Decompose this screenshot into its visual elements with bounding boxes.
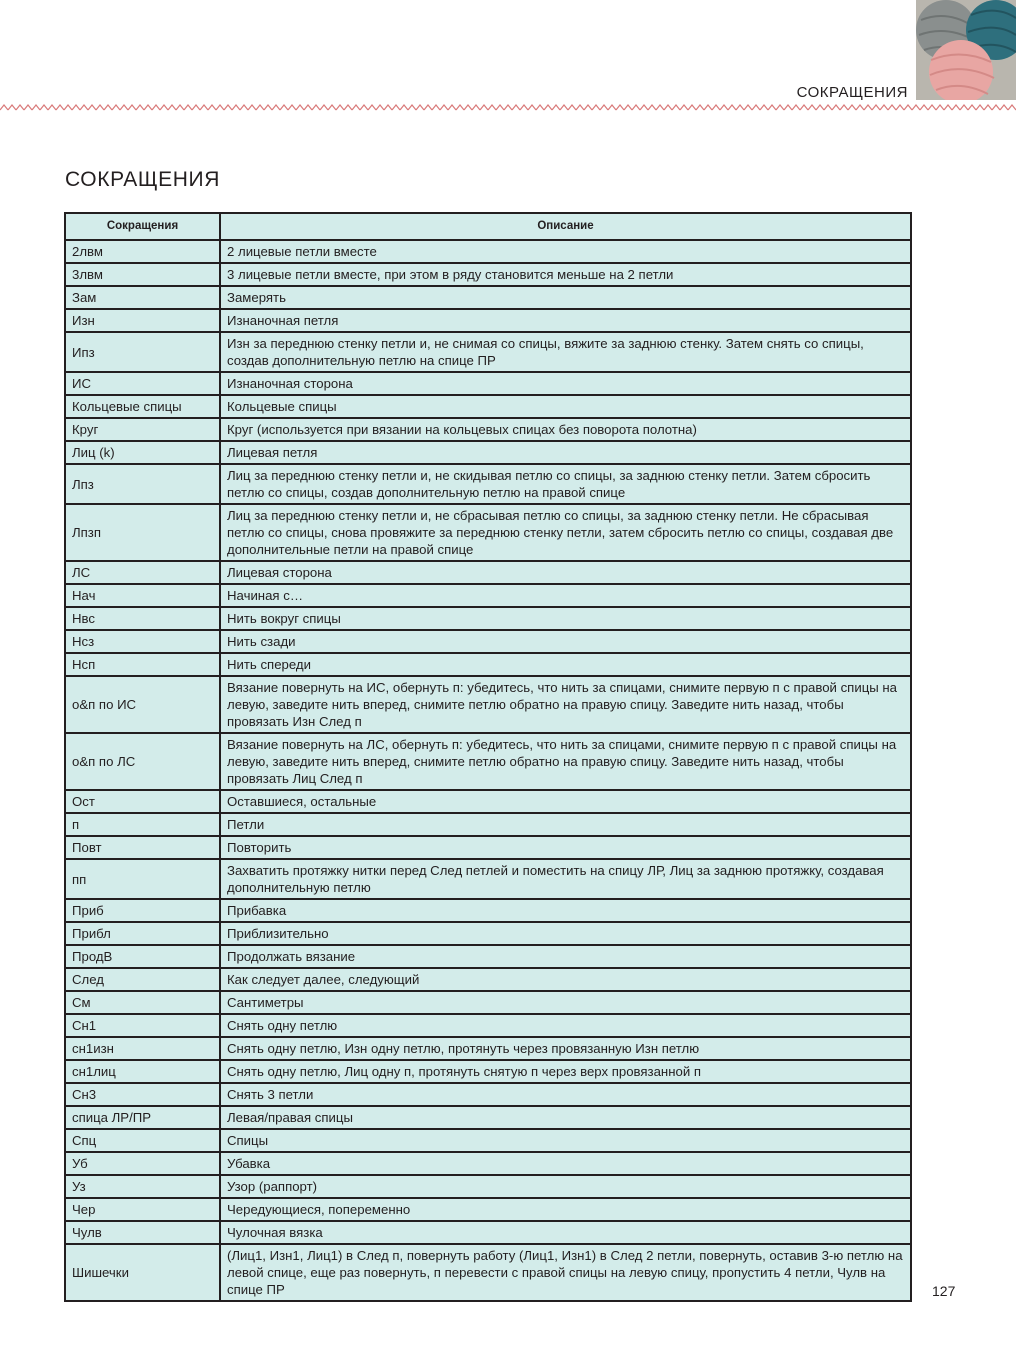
table-row bbox=[65, 240, 911, 263]
decorative-stitch-rule bbox=[0, 104, 1016, 111]
description-cell: Вязание повернуть на ИС, обернуть п: убедитесь, что нить за спицами, снимите первую п с правой спицы на левую, заведите нить вперед, снимите петлю обратно на правую спицу. Заведите нить назад, чтобы провязать Изн След п bbox=[220, 676, 911, 733]
abbreviation-cell: Прибл bbox=[65, 922, 220, 945]
table-row bbox=[65, 968, 911, 991]
description-cell: Петли bbox=[220, 813, 911, 836]
description-cell: Вязание повернуть на ЛС, обернуть п: убедитесь, что нить за спицами, снимите первую п с правой спицы на левую, заведите нить вперед, снимите петлю обратно на правую спицу. Заведите нить назад, чтобы провязать Лиц След п bbox=[220, 733, 911, 790]
column-header-description: Описание bbox=[220, 213, 911, 240]
abbreviation-cell: Нач bbox=[65, 584, 220, 607]
abbreviation-cell: спица ЛР/ПР bbox=[65, 1106, 220, 1129]
description-cell: Нить сзади bbox=[220, 630, 911, 653]
abbreviation-cell: пп bbox=[65, 859, 220, 899]
table-row bbox=[65, 1152, 911, 1175]
column-header-abbreviation: Сокращения bbox=[65, 213, 220, 240]
table-row bbox=[65, 1129, 911, 1152]
description-cell: Круг (используется при вязании на кольцевых спицах без поворота полотна) bbox=[220, 418, 911, 441]
abbreviation-cell: Сн1 bbox=[65, 1014, 220, 1037]
table-row bbox=[65, 1106, 911, 1129]
description-cell: Спицы bbox=[220, 1129, 911, 1152]
description-cell: Снять одну петлю, Изн одну петлю, протянуть через провязанную Изн петлю bbox=[220, 1037, 911, 1060]
description-cell: Как следует далее, следующий bbox=[220, 968, 911, 991]
table-body bbox=[65, 240, 911, 1301]
abbreviation-cell: Зам bbox=[65, 286, 220, 309]
table-row bbox=[65, 464, 911, 504]
description-cell: Убавка bbox=[220, 1152, 911, 1175]
table-row bbox=[65, 859, 911, 899]
description-cell: Кольцевые спицы bbox=[220, 395, 911, 418]
abbreviation-cell: Спц bbox=[65, 1129, 220, 1152]
description-cell: Узор (раппорт) bbox=[220, 1175, 911, 1198]
table-row bbox=[65, 418, 911, 441]
abbreviation-cell: Повт bbox=[65, 836, 220, 859]
description-cell: Лиц за переднюю стенку петли и, не скидывая петлю со спицы, за заднюю стенку петли. Затем сбросить петлю со спицы, создав дополнительную петлю на правой спице bbox=[220, 464, 911, 504]
page-title: СОКРАЩЕНИЯ bbox=[65, 168, 220, 191]
abbreviations-table bbox=[64, 212, 912, 1302]
table-row bbox=[65, 676, 911, 733]
description-cell: Приблизительно bbox=[220, 922, 911, 945]
abbreviation-cell: Шишечки bbox=[65, 1244, 220, 1301]
table-row bbox=[65, 561, 911, 584]
page-number: 127 bbox=[932, 1283, 956, 1299]
table-row bbox=[65, 813, 911, 836]
abbreviation-cell: Уб bbox=[65, 1152, 220, 1175]
description-cell: Прибавка bbox=[220, 899, 911, 922]
description-cell: Левая/правая спицы bbox=[220, 1106, 911, 1129]
abbreviation-cell: Лиц (k) bbox=[65, 441, 220, 464]
table-row bbox=[65, 1083, 911, 1106]
yarn-balls-photo bbox=[916, 0, 1016, 100]
abbreviation-cell: Нсп bbox=[65, 653, 220, 676]
table-row bbox=[65, 309, 911, 332]
table-row bbox=[65, 1060, 911, 1083]
table-row bbox=[65, 372, 911, 395]
description-cell: Нить вокруг спицы bbox=[220, 607, 911, 630]
description-cell: Снять одну петлю, Лиц одну п, протянуть снятую п через верх провязанной п bbox=[220, 1060, 911, 1083]
table-row bbox=[65, 1175, 911, 1198]
table-row bbox=[65, 332, 911, 372]
table-row bbox=[65, 1014, 911, 1037]
abbreviation-cell: ЛС bbox=[65, 561, 220, 584]
abbreviation-cell: Лпз bbox=[65, 464, 220, 504]
abbreviation-cell: 3лвм bbox=[65, 263, 220, 286]
table-row bbox=[65, 584, 911, 607]
abbreviation-cell: Изн bbox=[65, 309, 220, 332]
table-row bbox=[65, 1198, 911, 1221]
description-cell: Изнаночная сторона bbox=[220, 372, 911, 395]
description-cell: Снять одну петлю bbox=[220, 1014, 911, 1037]
abbreviation-cell: Круг bbox=[65, 418, 220, 441]
abbreviation-cell: о&п по ЛС bbox=[65, 733, 220, 790]
description-cell: Изн за переднюю стенку петли и, не снимая со спицы, вяжите за заднюю стенку. Затем снять со спицы, создав дополнительную петлю на спице ПР bbox=[220, 332, 911, 372]
abbreviation-cell: Чулв bbox=[65, 1221, 220, 1244]
abbreviation-cell: ИС bbox=[65, 372, 220, 395]
abbreviation-cell: п bbox=[65, 813, 220, 836]
table-row bbox=[65, 945, 911, 968]
description-cell: Чулочная вязка bbox=[220, 1221, 911, 1244]
abbreviation-cell: Сн3 bbox=[65, 1083, 220, 1106]
description-cell: Замерять bbox=[220, 286, 911, 309]
abbreviation-cell: Лпзп bbox=[65, 504, 220, 561]
abbreviation-cell: Нсз bbox=[65, 630, 220, 653]
description-cell: (Лиц1, Изн1, Лиц1) в След п, повернуть работу (Лиц1, Изн1) в След 2 петли, повернуть, оставив 3-ю петлю на левой спице, еще раз повернуть, п перевести с правой спицы на левую спицу, пропустить 4 петли, Чулв на спице ПР bbox=[220, 1244, 911, 1301]
table-row bbox=[65, 441, 911, 464]
running-header: СОКРАЩЕНИЯ bbox=[796, 84, 908, 101]
abbreviation-cell: о&п по ИС bbox=[65, 676, 220, 733]
yarn-balls-illustration bbox=[916, 0, 1016, 100]
description-cell: Лицевая петля bbox=[220, 441, 911, 464]
abbreviation-cell: ПродВ bbox=[65, 945, 220, 968]
table-row bbox=[65, 1244, 911, 1301]
abbreviation-cell: Кольцевые спицы bbox=[65, 395, 220, 418]
abbreviation-cell: Чер bbox=[65, 1198, 220, 1221]
description-cell: Нить спереди bbox=[220, 653, 911, 676]
description-cell: Снять 3 петли bbox=[220, 1083, 911, 1106]
description-cell: Начиная с… bbox=[220, 584, 911, 607]
abbreviation-cell: Ипз bbox=[65, 332, 220, 372]
table-row bbox=[65, 790, 911, 813]
table-row bbox=[65, 653, 911, 676]
table-header-row bbox=[65, 213, 911, 240]
abbreviation-cell: След bbox=[65, 968, 220, 991]
table-row bbox=[65, 1037, 911, 1060]
table-row bbox=[65, 733, 911, 790]
table-row bbox=[65, 504, 911, 561]
description-cell: Лицевая сторона bbox=[220, 561, 911, 584]
abbreviation-cell: сн1изн bbox=[65, 1037, 220, 1060]
description-cell: Сантиметры bbox=[220, 991, 911, 1014]
abbreviation-cell: Приб bbox=[65, 899, 220, 922]
abbreviation-cell: 2лвм bbox=[65, 240, 220, 263]
table-row bbox=[65, 286, 911, 309]
description-cell: Повторить bbox=[220, 836, 911, 859]
description-cell: Изнаночная петля bbox=[220, 309, 911, 332]
table-row bbox=[65, 836, 911, 859]
description-cell: 2 лицевые петли вместе bbox=[220, 240, 911, 263]
description-cell: Продолжать вязание bbox=[220, 945, 911, 968]
table-row bbox=[65, 263, 911, 286]
table-row bbox=[65, 991, 911, 1014]
description-cell: 3 лицевые петли вместе, при этом в ряду становится меньше на 2 петли bbox=[220, 263, 911, 286]
table-row bbox=[65, 395, 911, 418]
abbreviations-table-container bbox=[64, 212, 910, 1302]
table-row bbox=[65, 1221, 911, 1244]
description-cell: Лиц за переднюю стенку петли и, не сбрасывая петлю со спицы, за заднюю стенку петли. Не сбрасывая петлю со спицы, снова провяжите за переднюю стенку петли, затем сбросить петлю со спицы, создавая две дополнительные петли на правой спице bbox=[220, 504, 911, 561]
table-row bbox=[65, 899, 911, 922]
table-row bbox=[65, 630, 911, 653]
abbreviation-cell: См bbox=[65, 991, 220, 1014]
table-row bbox=[65, 607, 911, 630]
abbreviation-cell: сн1лиц bbox=[65, 1060, 220, 1083]
table-row bbox=[65, 922, 911, 945]
description-cell: Захватить протяжку нитки перед След петлей и поместить на спицу ЛР, Лиц за заднюю протяжку, создавая дополнительную петлю bbox=[220, 859, 911, 899]
abbreviation-cell: Ост bbox=[65, 790, 220, 813]
description-cell: Оставшиеся, остальные bbox=[220, 790, 911, 813]
abbreviation-cell: Уз bbox=[65, 1175, 220, 1198]
description-cell: Чередующиеся, попеременно bbox=[220, 1198, 911, 1221]
abbreviation-cell: Нвс bbox=[65, 607, 220, 630]
